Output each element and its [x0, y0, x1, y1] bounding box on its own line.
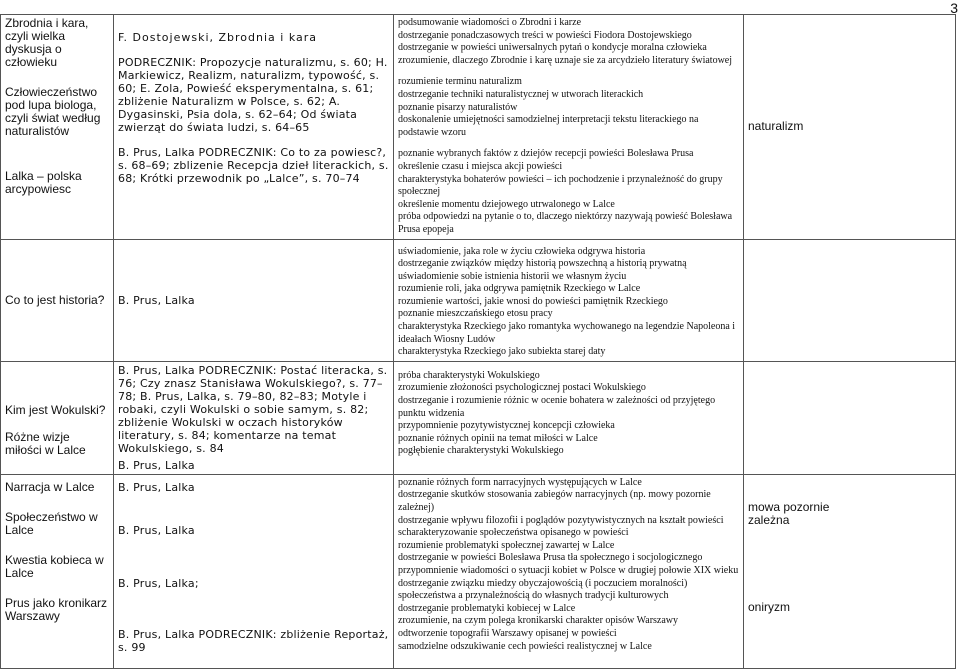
- topic-cell: [1, 474, 114, 668]
- goal: poznanie mieszczańskiego etosu pracy: [398, 308, 553, 320]
- goal: zrozumienie, dlaczego Zbrodnie i karę uznaje sie za arcydzieło literatury światowej: [398, 54, 733, 66]
- goal: charakterystyka Rzeckiego jako subiekta starej daty: [398, 346, 606, 358]
- goal: poznanie pisarzy naturalistów: [398, 101, 518, 113]
- reading: B. Prus, Lalka PODRECZNIK: Co to za powiesc?, s. 68–69; zblizenie Recepcja dzieł literackich, s. 68; Krótki przewodnik po „Lalce”, s. 70–74: [118, 146, 389, 185]
- goal: dostrzeganie w powieści Bolesława Prusa tła społecznego i socjologicznego: [398, 552, 703, 564]
- topic: Kim jest Wokulski?: [5, 402, 106, 417]
- goals-cell: [394, 474, 744, 668]
- goal: przypomnienie wiadomości o sytuacji kobiet w Polsce w drugiej połowie XIX wieku: [398, 565, 739, 576]
- goal: dostrzeganie problematyki kobiecej w Lalce: [398, 602, 576, 614]
- reading: B. Prus, Lalka: [118, 480, 195, 494]
- goal: dostrzeganie ponadczasowych treści w powieści Fiodora Dostojewskiego: [398, 29, 692, 41]
- topic: Człowieczeństwo pod lupa biologa, czyli świat według naturalistów: [5, 85, 101, 138]
- readings-cell: [114, 361, 394, 474]
- topic: Społeczeństwo w Lalce: [5, 509, 98, 537]
- topic: Prus jako kronikarz Warszawy: [5, 595, 108, 623]
- goals-cell: [394, 239, 744, 361]
- terms-cell: [744, 15, 956, 240]
- table-row: [1, 15, 956, 240]
- page-number: 3: [950, 0, 958, 16]
- goal: dostrzeganie związków między historią powszechną a historią prywatną: [398, 258, 687, 270]
- topic-cell: [1, 239, 114, 361]
- topic: Zbrodnia i kara, czyli wielka dyskusja o człowieku: [5, 16, 89, 69]
- goal: dostrzeganie wpływu filozofii i poglądów pozytywistycznych na kształt powieści: [398, 514, 724, 526]
- terms-cell: [744, 361, 956, 474]
- topic-cell: [1, 15, 114, 240]
- goal: rozumienie wartości, jakie wnosi do powieści pamiętnik Rzeckiego: [398, 295, 668, 307]
- goal: określenie czasu i miejsca akcji powieści: [398, 160, 563, 172]
- goal: określenie momentu dziejowego utrwalonego w Lalce: [398, 198, 615, 210]
- terms-cell: [744, 474, 956, 668]
- readings-cell: [114, 239, 394, 361]
- table-row: [1, 361, 956, 474]
- goal: charakterystyka bohaterów powieści – ich pochodzenie i przynależność do grupy społecznej: [398, 173, 723, 198]
- goal: poznanie wybranych faktów z dziejów recepcji powieści Bolesława Prusa: [398, 148, 694, 160]
- readings-cell: [114, 474, 394, 668]
- goal: dostrzeganie techniki naturalistycznej w utworach literackich: [398, 88, 644, 100]
- goal: samodzielne odszukiwanie cech powieści realistycznej w Lalce: [398, 640, 652, 652]
- goal: zrozumienie, na czym polega kronikarski charakter opisów Warszawy: [398, 615, 679, 627]
- goal: poznanie różnych form narracyjnych występujących w Lalce: [398, 476, 642, 488]
- goal: poznanie różnych opinii na temat miłości w Lalce: [398, 432, 598, 444]
- goal: rozumienie roli, jaka odgrywa pamiętnik Rzeckiego w Lalce: [398, 283, 641, 295]
- goal: pogłębienie charakterystyki Wokulskiego: [398, 445, 564, 457]
- readings-cell: [114, 15, 394, 240]
- topic: Różne wizje miłości w Lalce: [5, 429, 86, 457]
- goal: dostrzeganie związku miedzy obyczajowością (i poczuciem moralności) społeczeństwa a przynależnością do własnych tradycji kulturowych: [398, 577, 688, 602]
- goal: doskonalenie umiejętności samodzielnej interpretacji tekstu literackiego na podstawie wzoru: [398, 114, 699, 138]
- goal: charakterystyka Rzeckiego jako romantyka wychowanego na legendzie Napoleona i ideałach Wiosny Ludów: [398, 321, 736, 345]
- reading: B. Prus, Lalka: [118, 458, 195, 472]
- term: oniryzm: [748, 599, 791, 614]
- topic-cell: [1, 361, 114, 474]
- goal: próba odpowiedzi na pytanie o to, dlaczego niektórzy nazywają powieść Bolesława Prusa epopeja: [398, 211, 733, 235]
- reading: B. Prus, Lalka: [118, 293, 195, 307]
- curriculum-table: [0, 14, 956, 669]
- goal: podsumowanie wiadomości o Zbrodni i karze: [398, 17, 582, 28]
- topic: Co to jest historia?: [5, 292, 105, 307]
- terms-cell: [744, 239, 956, 361]
- reading: F. Dostojewski, Zbrodnia i kara: [118, 31, 318, 44]
- term: mowa pozornie zależna: [748, 499, 830, 527]
- reading: B. Prus, Lalka PODRECZNIK: Postać literacka, s. 76; Czy znasz Stanisława Wokulskiego?, s. 77–78; B. Prus, Lalka, s. 79–80, 82–83; Motyle i robaki, czyli Wokulski o sobie samym, s. 82; zbliżenie Wokulski w oczach historyków literatury, s. 84; komentarze na temat Wokulskiego, s. 84: [118, 363, 388, 455]
- goals-cell: [394, 361, 744, 474]
- goal: dostrzeganie skutków stosowania zabiegów narracyjnych (np. mowy pozornie zależnej): [398, 489, 711, 514]
- goal: scharakteryzowanie społeczeństwa opisanego w powieści: [398, 527, 629, 539]
- reading: B. Prus, Lalka: [118, 523, 195, 537]
- goal: przypomnienie pozytywistycznej koncepcji człowieka: [398, 420, 615, 432]
- goal: zrozumienie złożoności psychologicznej postaci Wokulskiego: [398, 382, 646, 394]
- topic: Lalka – polska arcypowiesc: [5, 169, 82, 196]
- goal: uświadomienie, jaka role w życiu człowieka odgrywa historia: [398, 245, 646, 257]
- goal: odtworzenie topografii Warszawy opisanej w powieści: [398, 627, 617, 639]
- goal: próba charakterystyki Wokulskiego: [398, 369, 540, 381]
- goal: rozumienie problematyki społecznej zawartej w Lalce: [398, 539, 615, 551]
- goal: uświadomienie sobie istnienia historii we własnym życiu: [398, 270, 627, 282]
- topic: Kwestia kobieca w Lalce: [5, 552, 104, 580]
- goal: rozumienie terminu naturalizm: [398, 76, 522, 88]
- term: naturalizm: [748, 119, 804, 134]
- topic: Narracja w Lalce: [5, 479, 95, 494]
- goals-cell: [394, 15, 744, 240]
- goal: dostrzeganie i rozumienie różnic w ocenie bohatera w zależności od przyjętego punktu widzenia: [398, 395, 716, 419]
- reading: B. Prus, Lalka;: [118, 576, 199, 590]
- table-row: [1, 474, 956, 668]
- reading: PODRECZNIK: Propozycje naturalizmu, s. 60; H. Markiewicz, Realizm, naturalizm, typowość, s. 60; E. Zola, Powieść eksperymentalna, s. 61; zbliżenie Naturalizm w Polsce, s. 62; A. Dygasinski, Psia dola, s. 62–64; Od świata zwierząt do świata ludzi, s. 64–65: [118, 56, 388, 134]
- reading: B. Prus, Lalka PODRECZNIK: zbliżenie Reportaż, s. 99: [118, 627, 389, 654]
- goal: dostrzeganie w powieści uniwersalnych pytań o kondycje moralna człowieka: [398, 42, 707, 54]
- table-row: [1, 239, 956, 361]
